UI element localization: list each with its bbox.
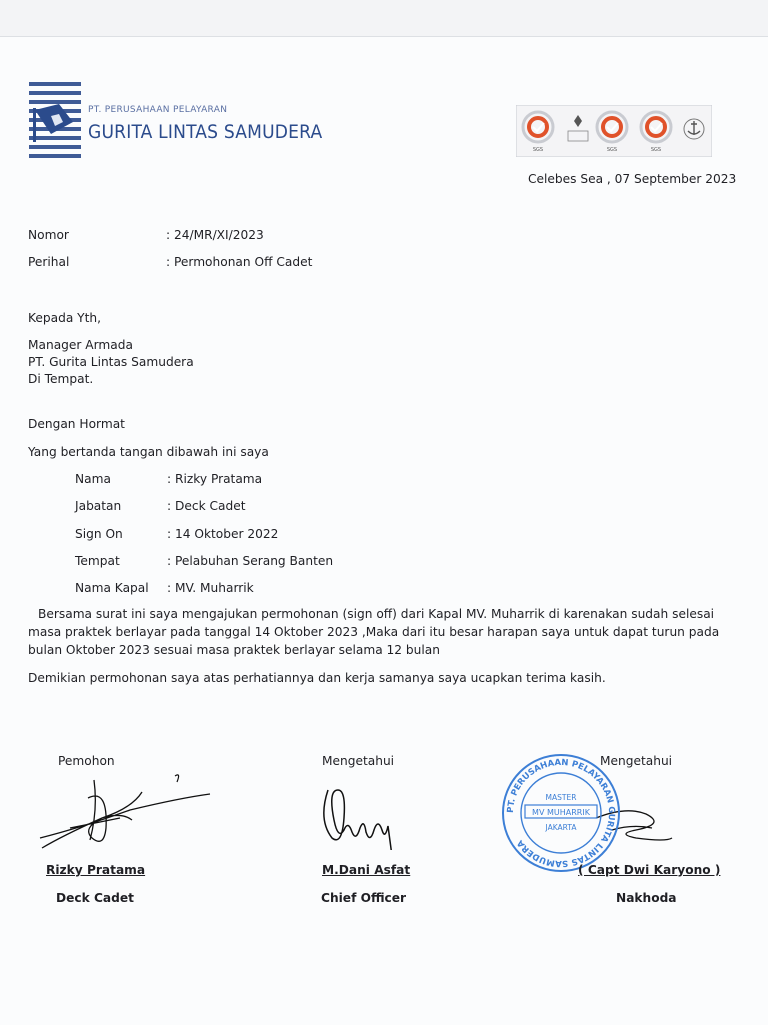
company-stamp-icon <box>498 752 624 874</box>
svg-text:PT. PERUSAHAAN PELAYARAN GURIT: PT. PERUSAHAAN PELAYARAN GURITA LINTAS SAMUDERA <box>505 757 617 869</box>
nomor-value: : 24/MR/XI/2023 <box>166 228 264 242</box>
signature-rizky <box>30 768 230 868</box>
svg-text:MV MUHARRIK: MV MUHARRIK <box>532 808 590 817</box>
signatory-heading: Pemohon <box>58 754 115 768</box>
signatory-title: Chief Officer <box>321 891 407 905</box>
recipient-line-2: PT. Gurita Lintas Samudera <box>28 355 194 369</box>
signatory-name: Rizky Pratama <box>46 863 146 877</box>
detail-label: Nama <box>75 472 111 486</box>
perihal-value: : Permohonan Off Cadet <box>166 255 313 269</box>
signatory-name: ( Capt Dwi Karyono ) <box>578 863 721 877</box>
company-logo-icon <box>29 82 81 162</box>
detail-value: : Pelabuhan Serang Banten <box>167 554 334 568</box>
detail-value: : 14 Oktober 2022 <box>167 527 279 541</box>
perihal-label: Perihal <box>28 255 70 269</box>
detail-value: : Rizky Pratama <box>167 472 263 486</box>
nomor-label: Nomor <box>28 228 69 242</box>
svg-text:JAKARTA: JAKARTA <box>545 823 577 832</box>
detail-label: Jabatan <box>75 499 122 513</box>
signatory-title: Nakhoda <box>616 891 677 905</box>
signatory-name: M.Dani Asfat <box>322 863 411 877</box>
svg-text:SGS: SGS <box>606 147 618 153</box>
detail-value: : MV. Muharrik <box>167 581 254 595</box>
detail-label: Tempat <box>75 554 120 568</box>
place-date: Celebes Sea , 07 September 2023 <box>528 172 737 186</box>
closing-paragraph: Demikian permohonan saya atas perhatiannya dan kerja samanya saya ucapkan terima kasih. <box>28 671 606 685</box>
certification-badges <box>516 105 712 157</box>
svg-text:SGS: SGS <box>532 147 544 153</box>
svg-text:SGS: SGS <box>650 147 662 153</box>
body-paragraph: Bersama surat ini saya mengajukan permohonan (sign off) dari Kapal MV. Muharrik di karenakan sudah selesai masa praktek berlayar pada tanggal 14 Oktober 2023 ,Maka dari itu besar harapan saya untuk dapat turun pada bulan Oktober 2023 sesuai masa praktek berlayar selama 12 bulan <box>28 607 720 657</box>
greeting: Dengan Hormat <box>28 417 125 431</box>
detail-value: : Deck Cadet <box>167 499 246 513</box>
detail-label: Nama Kapal <box>75 581 149 595</box>
signatory-heading: Mengetahui <box>322 754 395 768</box>
recipient-line-1: Manager Armada <box>28 338 133 352</box>
recipient-line-3: Di Tempat. <box>28 372 94 386</box>
signatory-heading: Mengetahui <box>600 754 673 768</box>
signatory-title: Deck Cadet <box>56 891 134 905</box>
salutation: Kepada Yth, <box>28 311 101 325</box>
company-name: GURITA LINTAS SAMUDERA <box>88 121 323 143</box>
detail-label: Sign On <box>75 527 123 541</box>
svg-text:MASTER: MASTER <box>545 793 577 802</box>
company-small-name: PT. PERUSAHAAN PELAYARAN <box>88 105 228 115</box>
intro-line: Yang bertanda tangan dibawah ini saya <box>28 445 269 459</box>
signature-dani <box>316 780 396 850</box>
